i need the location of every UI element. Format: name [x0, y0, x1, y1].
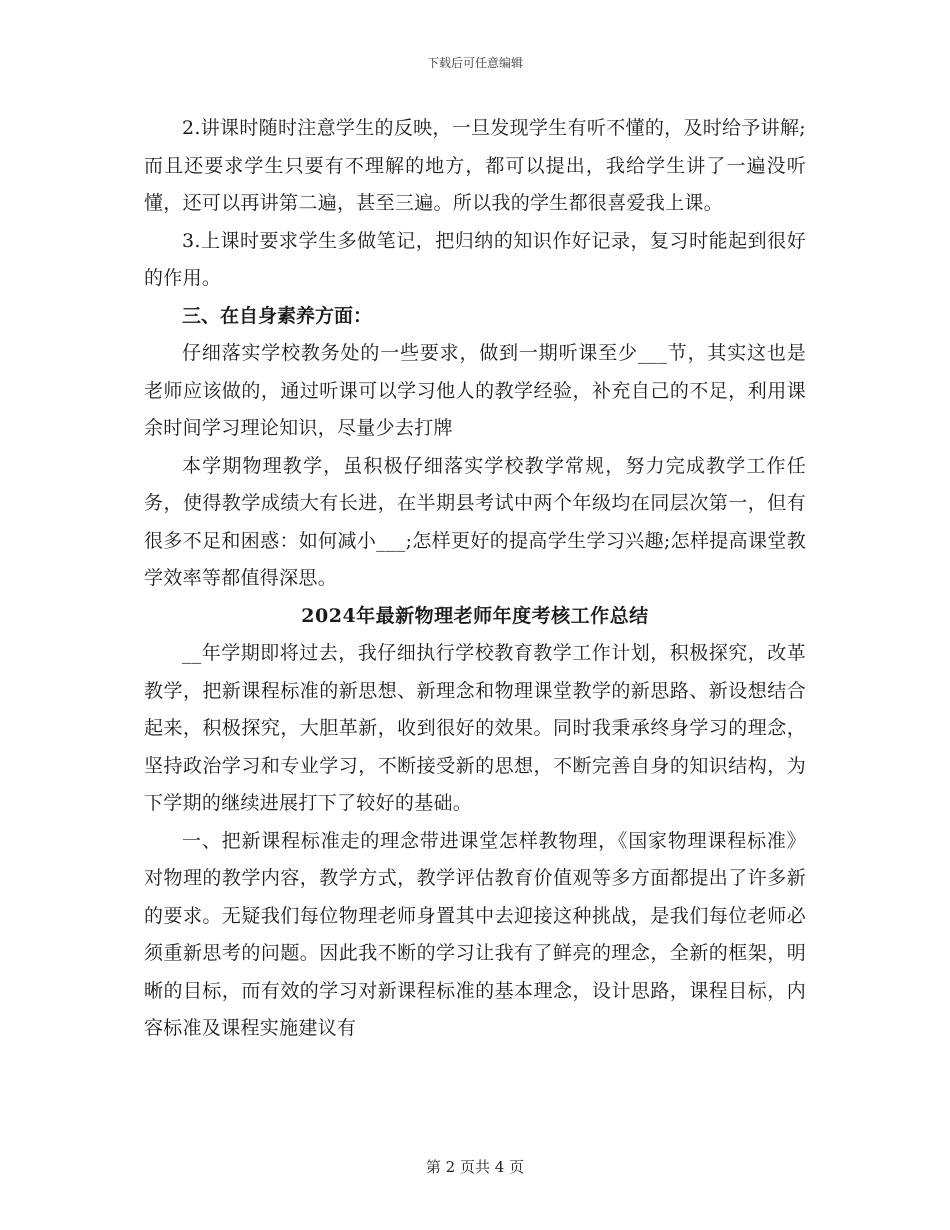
page-header: 下载后可任意编辑	[426, 56, 523, 70]
paragraph-note-taking: 3.上课时要求学生多做笔记，把归纳的知识作好记录，复习时能起到很好的作用。	[144, 229, 806, 289]
paragraph-semester-reflection: 本学期物理教学，虽积极仔细落实学校教学常规，努力完成教学工作任务，使得教学成绩大有长进，在半期县考试中两个年级均在同层次第一，但有很多不足和困惑：如何减小___;怎样更好的提高学生学习兴趣;怎样提高课堂教学效率等都值得深思。	[144, 454, 806, 589]
paragraph-lesson-observation: 仔细落实学校教务处的一些要求，做到一期听课至少___节，其实这也是老师应该做的，通过听课可以学习他人的教学经验，补充自己的不足，利用课余时间学习理论知识，尽量少去打牌	[144, 342, 806, 439]
paragraph-semester-intro: __年学期即将过去，我仔细执行学校教育教学工作计划，积极探究，改革教学，把新课程标准的新思想、新理念和物理课堂教学的新思路、新设想结合起来，积极探究，大胆革新，收到很好的效果。同时我秉承终身学习的理念，坚持政治学习和专业学习，不断接受新的思想，不断完善自身的知识结构，为下学期的继续进展打下了较好的基础。	[144, 642, 806, 814]
section-heading-self-cultivation: 三、在自身素养方面：	[182, 304, 373, 327]
paragraph-lecture-feedback: 2.讲课时随时注意学生的反映，一旦发现学生有听不懂的，及时给予讲解;而且还要求学生只要有不理解的地方，都可以提出，我给学生讲了一遍没听懂，还可以再讲第二遍，甚至三遍。所以我的学生都很喜爱我上课。	[144, 117, 806, 214]
paragraph-curriculum-standards: 一、把新课程标准走的理念带进课堂怎样教物理，《国家物理课程标准》对物理的教学内容，教学方式，教学评估教育价值观等多方面都提出了许多新的要求。无疑我们每位物理老师身置其中去迎接这种挑战，是我们每位老师必须重新思考的问题。因此我不断的学习让我有了鲜亮的理念，全新的框架，明晰的目标，而有效的学习对新课程标准的基本理念，设计思路，课程目标，内容标准及课程实施建议有	[144, 829, 806, 1039]
page-number: 第 2 页共 4 页	[425, 1158, 525, 1176]
document-body	[144, 110, 806, 1048]
document-title: 2024年最新物理老师年度考核工作总结	[301, 604, 649, 627]
